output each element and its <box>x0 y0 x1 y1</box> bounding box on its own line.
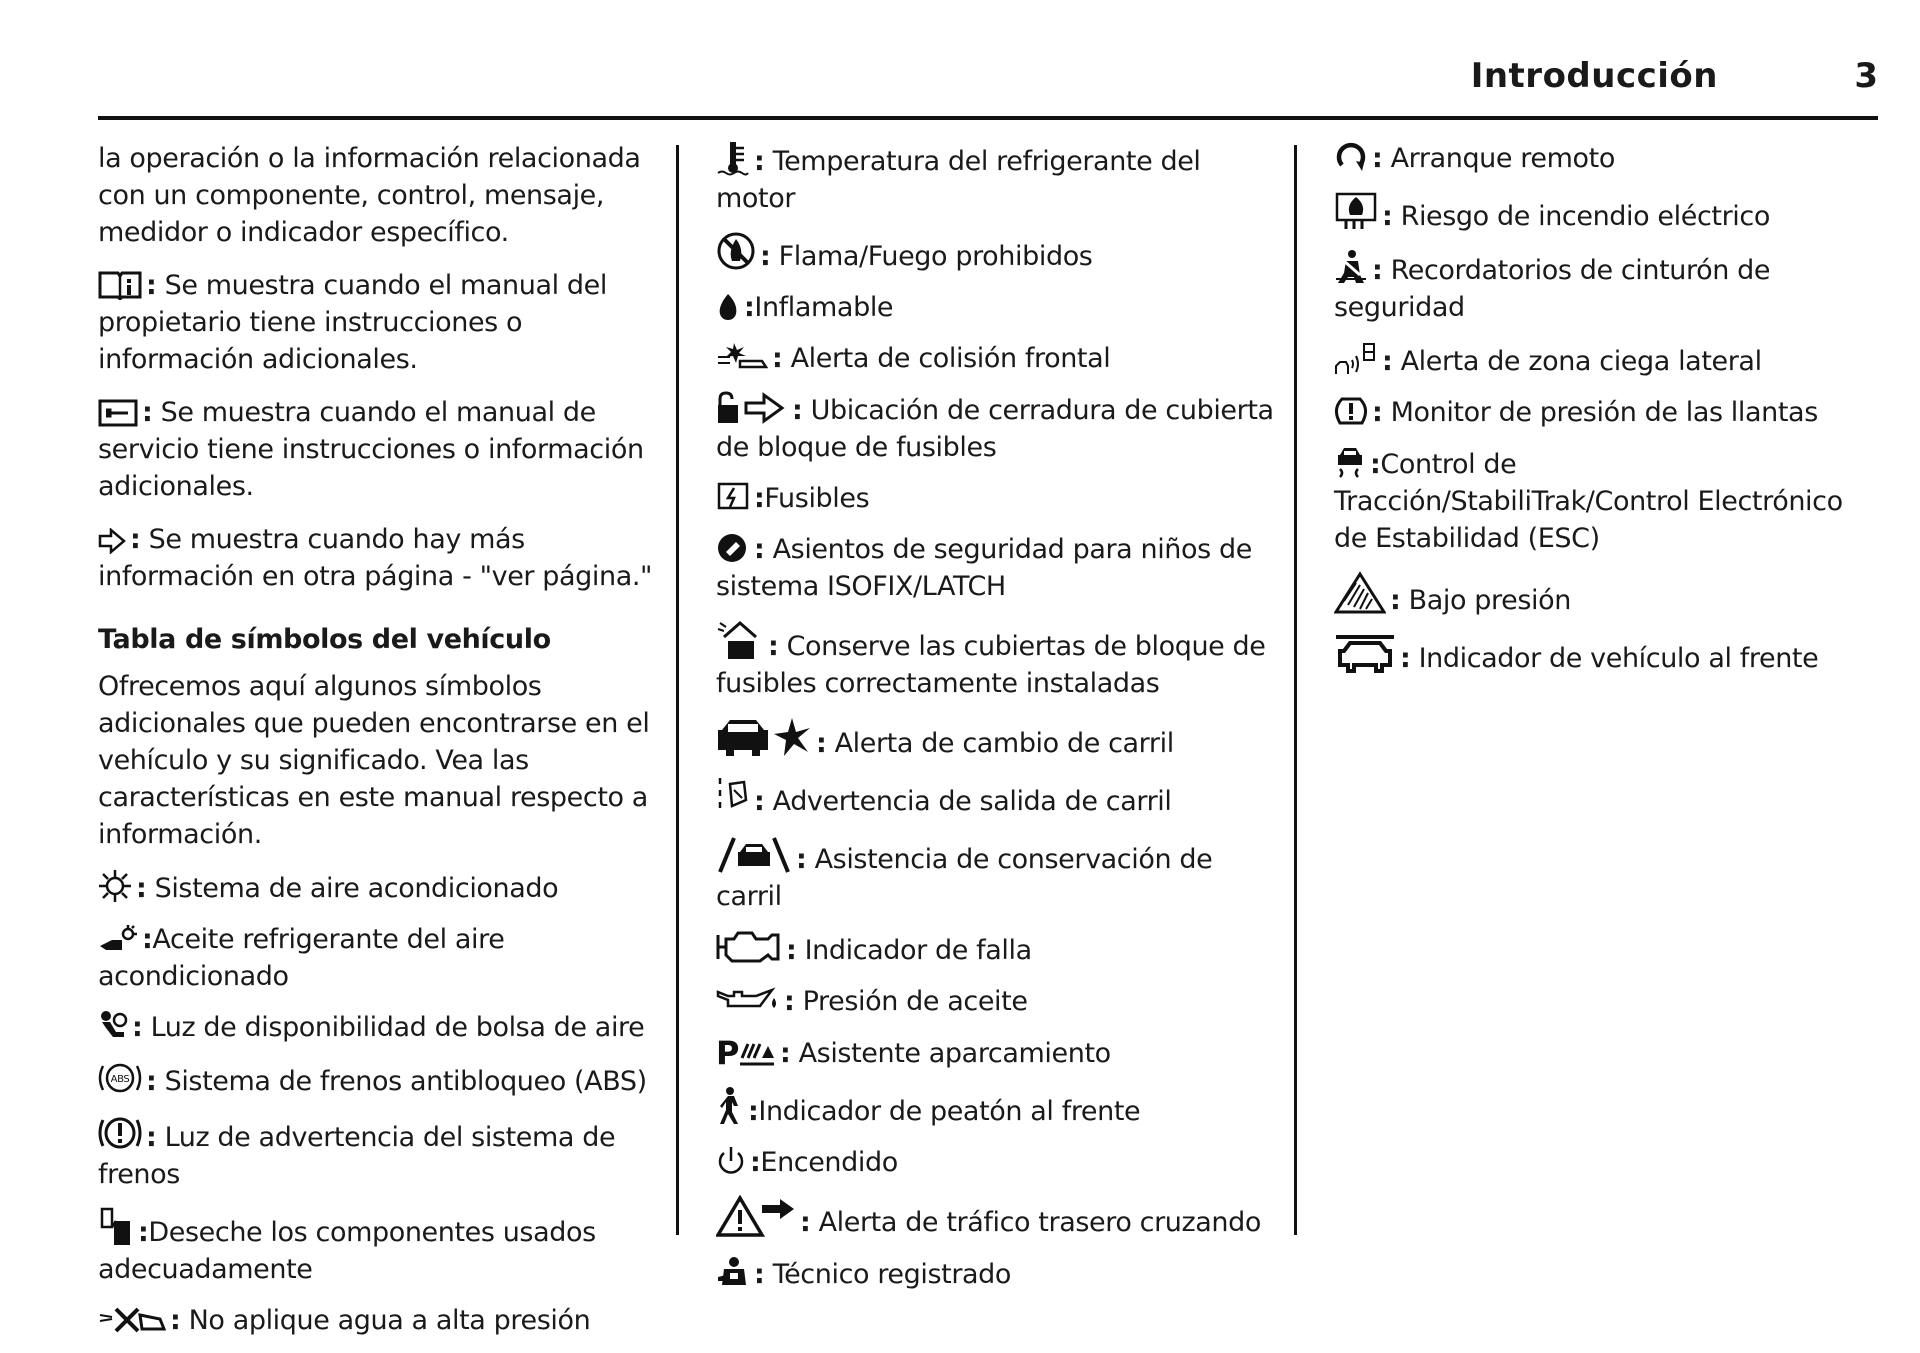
symbol-entry: : Arranque remoto <box>1334 140 1874 177</box>
symbol-entry: : Temperatura del refrigerante del motor <box>716 140 1276 217</box>
wrench-manual-icon <box>98 399 138 427</box>
park-assist-icon <box>716 1034 776 1068</box>
symbol-entry: :Inflamable <box>716 289 1276 326</box>
symbol-entry: : No aplique agua a alta presión <box>98 1302 658 1339</box>
section-title: Introducción <box>1470 56 1718 96</box>
symbol-entry: : Alerta de colisión frontal <box>716 340 1276 377</box>
symbol-entry: : Riesgo de incendio eléctrico <box>1334 191 1874 235</box>
symbol-entry: : Luz de advertencia del sistema de frenos <box>98 1114 658 1193</box>
rear-cross-traffic-icon <box>716 1195 796 1237</box>
coolant-temp-icon <box>716 140 750 176</box>
air-conditioning-icon <box>98 869 132 903</box>
symbol-entry: ABS : Sistema de frenos antibloqueo (ABS) <box>98 1060 658 1100</box>
forward-collision-icon <box>716 341 768 373</box>
airbag-icon <box>98 1010 128 1042</box>
symbol-entry: :Control de Tracción/StabiliTrak/Control Electrónico de Estabilidad (ESC) <box>1334 445 1874 557</box>
symbol-entry: :Fusibles <box>716 480 1276 517</box>
disposal-icon <box>98 1207 134 1247</box>
pedestrian-icon <box>716 1086 744 1126</box>
service-manual-note: : Se muestra cuando el manual de servicio tiene instrucciones o información adicionales. <box>98 397 644 502</box>
symbol-entry: : Bajo presión <box>1334 571 1874 619</box>
ac-oil-icon <box>98 924 138 954</box>
intro-paragraph: la operación o la información relacionada con un componente, control, mensaje, medidor o indicador específico. <box>98 143 641 248</box>
oil-pressure-icon <box>716 986 780 1016</box>
flammable-icon <box>716 292 740 322</box>
arrow-right-icon <box>98 528 126 554</box>
fuse-lock-icon <box>716 391 788 425</box>
no-pressure-wash-icon <box>98 1305 166 1335</box>
fuse-icon <box>716 481 750 513</box>
symbol-entry: :Aceite refrigerante del aire acondicionado <box>98 924 505 992</box>
symbol-entry: : Asientos de seguridad para niños de sistema ISOFIX/LATCH <box>716 534 1252 602</box>
symbol-entry: : Asistencia de conservación de carril <box>716 834 1276 915</box>
section-subheading: Tabla de símbolos del vehículo <box>98 624 551 655</box>
symbol-entry: :Encendido <box>716 1144 1276 1181</box>
column-divider <box>676 145 679 1235</box>
seatbelt-icon <box>1334 249 1368 285</box>
symbol-entry: : Advertencia de salida de carril <box>716 776 1276 820</box>
symbol-entry: : Indicador de vehículo al frente <box>1334 633 1874 677</box>
svg-text:ABS: ABS <box>110 1074 130 1085</box>
lane-departure-icon <box>716 776 750 816</box>
symbol-entry: : Técnico registrado <box>716 1255 1276 1293</box>
column-1 <box>98 140 658 1353</box>
column-divider <box>1294 145 1297 1235</box>
page-header <box>98 52 1878 120</box>
brake-warning-icon <box>98 1114 142 1152</box>
symbol-entry: : Monitor de presión de las llantas <box>1334 394 1874 431</box>
symbol-entry: : Conserve las cubiertas de bloque de fusibles correctamente instaladas <box>716 619 1276 702</box>
symbol-entry: P : Asistente aparcamiento <box>716 1034 1276 1072</box>
owners-manual-note: : Se muestra cuando el manual del propietario tiene instrucciones o información adicionales. <box>98 270 607 375</box>
registered-tech-icon <box>716 1255 750 1289</box>
symbol-entry: : Luz de disponibilidad de bolsa de aire <box>98 1009 658 1046</box>
symbol-entry: :Indicador de peatón al frente <box>716 1086 1276 1130</box>
check-engine-icon <box>716 929 782 965</box>
column-2 <box>716 140 1276 1307</box>
symbol-entry: : Indicador de falla <box>716 929 1276 969</box>
lane-change-icon <box>716 716 812 758</box>
column-3 <box>1334 140 1874 691</box>
traction-control-icon <box>1334 445 1366 479</box>
symbol-entry: : Alerta de zona ciega lateral <box>1334 340 1874 380</box>
symbol-entry: : Flama/Fuego prohibidos <box>716 231 1276 275</box>
lane-keep-icon <box>716 834 792 874</box>
table-intro: Ofrecemos aquí algunos símbolos adicionales que pueden encontrarse en el vehículo y su significado. Vea las características en este manual respecto a información. <box>98 671 650 850</box>
symbol-entry: : Presión de aceite <box>716 983 1276 1020</box>
blind-zone-icon <box>1334 340 1378 376</box>
no-flame-icon <box>716 231 756 271</box>
symbol-entry: :Deseche los componentes usados adecuadamente <box>98 1207 658 1288</box>
see-page-note: : Se muestra cuando hay más información en otra página - "ver página." <box>98 524 653 592</box>
fuse-cover-icon <box>716 619 764 661</box>
power-icon <box>716 1145 746 1177</box>
child-seat-icon <box>716 532 750 564</box>
book-icon <box>98 270 142 300</box>
abs-icon <box>98 1060 142 1096</box>
electrical-fire-icon <box>1334 191 1378 231</box>
vehicle-ahead-icon <box>1334 633 1396 673</box>
symbol-entry: : Alerta de cambio de carril <box>716 716 1276 762</box>
svg-text:P: P <box>716 1034 740 1068</box>
low-pressure-icon <box>1334 571 1386 615</box>
remote-start-icon <box>1334 141 1368 173</box>
symbol-entry: : Ubicación de cerradura de cubierta de bloque de fusibles <box>716 391 1276 466</box>
symbol-entry: : Sistema de aire acondicionado <box>98 869 658 907</box>
symbol-entry: : Recordatorios de cinturón de seguridad <box>1334 249 1874 326</box>
page-number: 3 <box>1854 56 1878 96</box>
tire-pressure-icon <box>1334 395 1368 427</box>
symbol-entry: : Alerta de tráfico trasero cruzando <box>716 1195 1276 1241</box>
